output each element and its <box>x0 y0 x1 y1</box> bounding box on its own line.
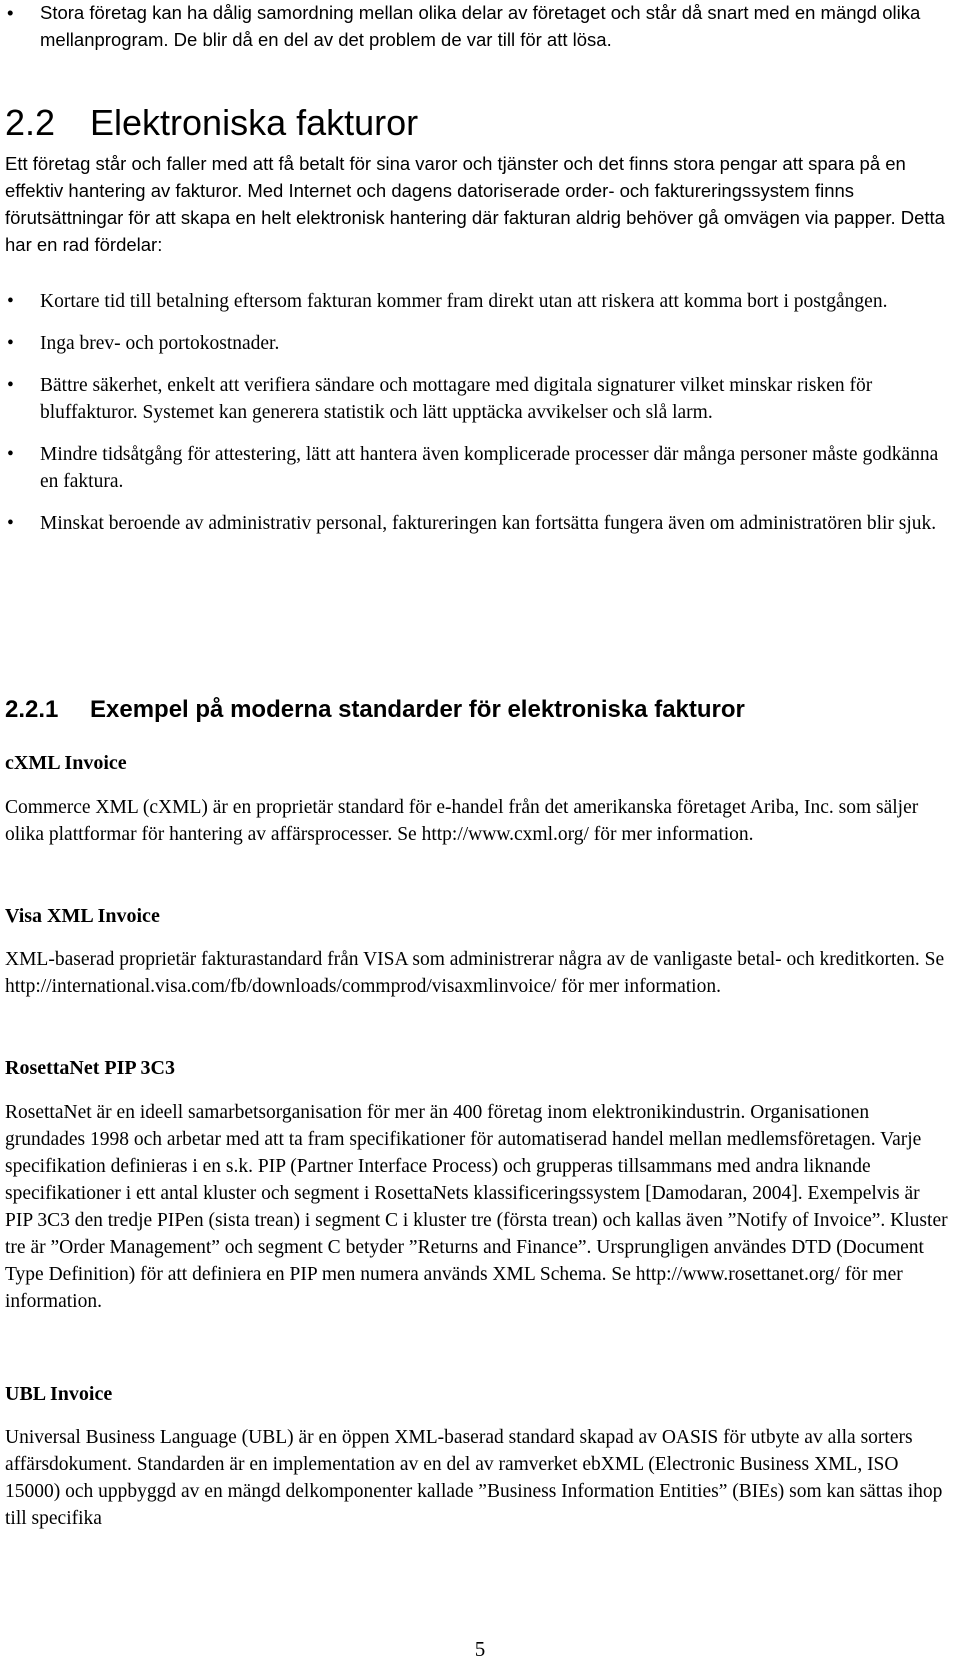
bullet-icon: • <box>7 375 14 396</box>
bullet-icon: • <box>7 2 14 23</box>
ubl-heading: UBL Invoice <box>5 1383 113 1405</box>
section-number: 2.2 <box>5 102 56 143</box>
intro-paragraph: Ett företag står och faller med att få betalt för sina varor och tjänster och det finns stora pengar att spara på en effektiv hantering av fakturor. Med Internet och dagens datoriserade order- och faktureringssystem finns förutsättningar för att skapa en helt elektronisk hantering där fakturan aldrig behöver gå omvägen via papper. Detta har en rad fördelar: <box>5 153 945 255</box>
visa-paragraph: XML-baserad proprietär fakturastandard från VISA som administrerar några av de vanligaste betal- och kreditkorten. Se http://international.visa.com/fb/downloads/commprod/visaxmlinvoice/ för mer information. <box>5 949 945 997</box>
list-item <box>5 0 950 53</box>
list-item-text: Bättre säkerhet, enkelt att verifiera sändare och mottagare med digitala signaturer vilket minskar risken för bluffakturor. Systemet kan generera statistik och lätt upptäcka avvikelser och slå larm. <box>40 375 873 423</box>
subsection-heading <box>5 695 950 725</box>
rosettanet-heading: RosettaNet PIP 3C3 <box>5 1057 175 1079</box>
page-number: 5 <box>474 1637 486 1661</box>
subsection-title: Exempel på moderna standarder för elektroniska fakturor <box>90 696 745 723</box>
section-heading <box>5 103 950 143</box>
list-item <box>5 510 950 537</box>
list-item-text: Mindre tidsåtgång för attestering, lätt att hantera även komplicerade processer där många personer måste godkänna en faktura. <box>40 444 939 492</box>
bullet-icon: • <box>7 291 14 312</box>
ubl-paragraph: Universal Business Language (UBL) är en öppen XML-baserad standard skapad av OASIS för utbyte av alla sorters affärsdokument. Standarden är en implementation av en del av ramverket ebXML (Electronic Business XML, ISO 15000) och uppbyggd av en mängd delkomponenter kallade ”Business Information Entities” (BIEs) som kan sättas ihop till specifika <box>5 1427 943 1529</box>
cxml-paragraph: Commerce XML (cXML) är en proprietär standard för e-handel från det amerikanska företaget Ariba, Inc. som säljer olika plattformar för hantering av affärsprocesser. Se http://www.cxml.org/ för mer information. <box>5 797 919 845</box>
list-item-text: Kortare tid till betalning eftersom fakturan kommer fram direkt utan att riskera att komma bort i postgången. <box>40 291 888 312</box>
list-item <box>5 372 950 426</box>
advantages-list <box>5 288 950 537</box>
section-title: Elektroniska fakturor <box>90 102 419 143</box>
subsection-number: 2.2.1 <box>5 696 59 723</box>
list-item-text: Minskat beroende av administrativ personal, faktureringen kan fortsätta fungera även om administratören blir sjuk. <box>40 513 937 534</box>
bullet-icon: • <box>7 444 14 465</box>
bullet-icon: • <box>7 513 14 534</box>
visa-heading: Visa XML Invoice <box>5 905 160 927</box>
list-item-text: Inga brev- och portokostnader. <box>40 333 280 354</box>
list-item <box>5 441 950 495</box>
cxml-heading: cXML Invoice <box>5 752 127 774</box>
rosettanet-paragraph: RosettaNet är en ideell samarbetsorganisation för mer än 400 företag inom elektronikindustrin. Organisationen grundades 1998 och arbetar med att ta fram specifikationer för automatiserad handel mellan medlemsföretagen. Varje specifikation definieras i en s.k. PIP (Partner Interface Process) och grupperas tillsammans med andra liknande specifikationer i ett antal kluster och segment i RosettaNets klassificeringssystem [Damodaran, 2004]. Exempelvis är PIP 3C3 den tredje PIPen (sista trean) i segment C i kluster tre (första trean) och kallas även ”Notify of Invoice”. Kluster tre är ”Order Management” och segment C betyder ”Returns and Finance”. Ursprungligen användes DTD (Document Type Definition) för att definiera en PIP men numera används XML Schema. Se http://www.rosettanet.org/ för mer information. <box>5 1102 948 1312</box>
list-item <box>5 288 950 315</box>
list-item <box>5 330 950 357</box>
top-bullet-list <box>5 0 950 53</box>
bullet-icon: • <box>7 333 14 354</box>
list-item-text: Stora företag kan ha dålig samordning mellan olika delar av företaget och står då snart med en mängd olika mellanprogram. De blir då en del av det problem de var till för att lösa. <box>40 2 921 50</box>
